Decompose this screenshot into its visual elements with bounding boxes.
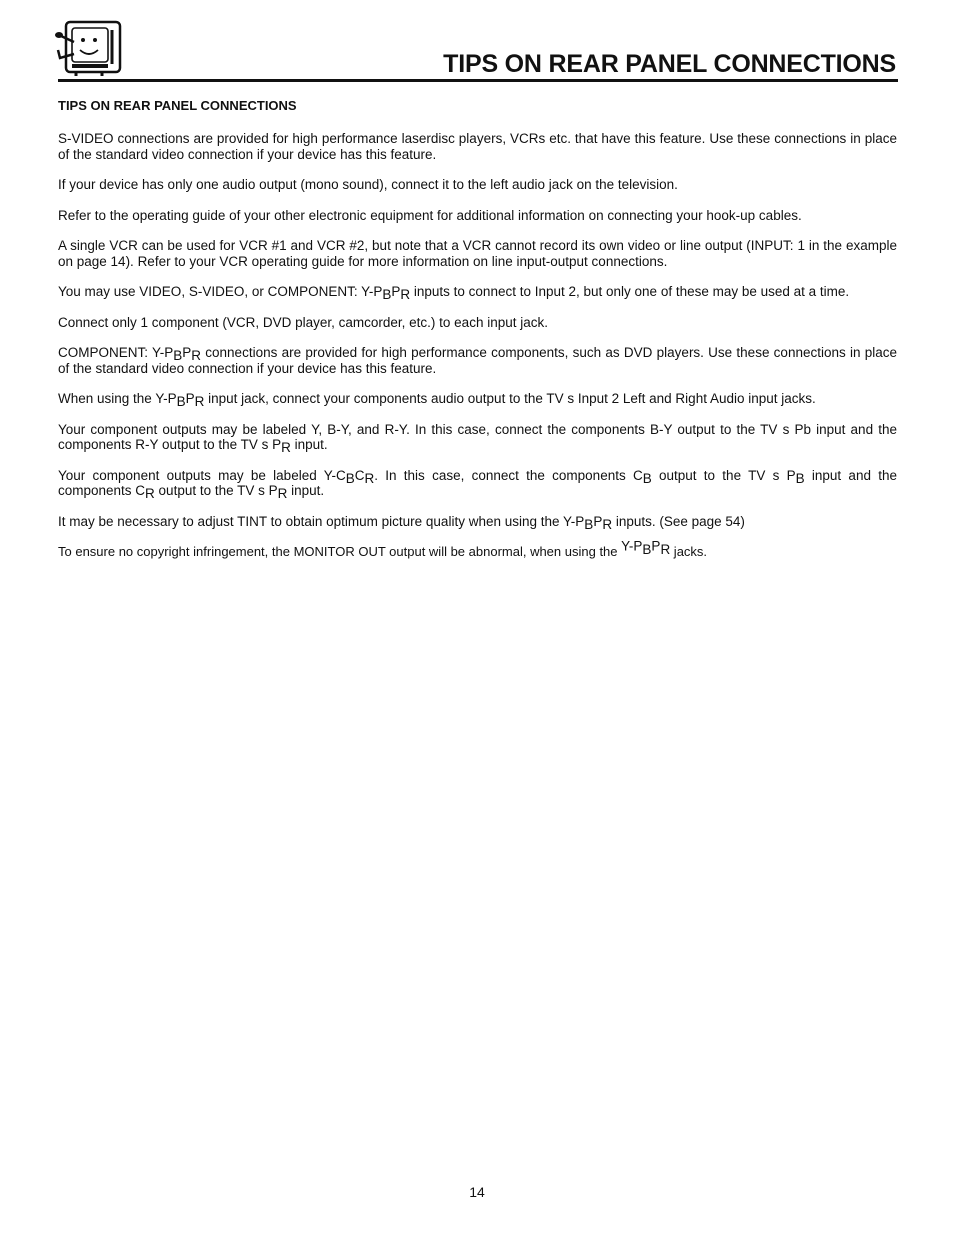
paragraph-copyright: To ensure no copyright infringement, the MONITOR OUT output will be abnormal, when using the $^{Y-P_BP_R}$ jacks. — [58, 538, 708, 559]
page-number: 14 — [469, 1184, 485, 1200]
page-title: TIPS ON REAR PANEL CONNECTIONS — [443, 50, 896, 78]
paragraph-ypbpr-audio: When using the $Y-P_BP_R$ input jack, connect your components audio output to the TV s Input 2 Left and Right Audio input jacks. — [58, 391, 816, 409]
paragraph-by-ry-labels: Your component outputs may be labeled Y, B-Y, and R-Y. In this case, connect the components B-Y output to the TV s Pb input and the components R-Y output to the TV s $P_R$ input. — [58, 421, 897, 455]
paragraph-single-vcr: A single VCR can be used for VCR #1 and VCR #2, but note that a VCR cannot record its own video or line output (INPUT: 1 in the example on page 14). Refer to your VCR operating guide for more information on line input-output connections. — [58, 238, 897, 269]
tv-mascot-icon — [52, 20, 122, 76]
paragraph-operating-guide: Refer to the operating guide of your other electronic equipment for additional information on connecting your hook-up cables. — [58, 207, 802, 223]
paragraph-tint-adjust: It may be necessary to adjust TINT to obtain optimum picture quality when using the $Y-P_BP_R$ inputs. (See page 54) — [58, 513, 745, 532]
header-rule — [58, 79, 898, 82]
paragraph-input2-options: You may use VIDEO, S-VIDEO, or COMPONENT: $Y-P_BP_R$ inputs to connect to Input 2, but only one of these may be used at a time. — [58, 284, 850, 302]
paragraph-component-connections: COMPONENT: $Y-P_BP_R$ connections are provided for high performance components, such as DVD players. Use these connections in place of the standard video connection if your device has this feature. — [58, 345, 897, 376]
paragraph-ycbcr-labels: Your component outputs may be labeled $Y-C_BC_R$. In this case, connect the components $C_B$ output to the TV s $P_B$ input and the components $C_R$ output to the TV s $P_R$ input. — [58, 467, 897, 501]
paragraph-mono-audio: If your device has only one audio output (mono sound), connect it to the left audio jack on the television. — [58, 177, 678, 192]
paragraph-one-component: Connect only 1 component (VCR, DVD player, camcorder, etc.) to each input jack. — [58, 314, 548, 330]
paragraph-s-video: S-VIDEO connections are provided for high performance laserdisc players, VCRs etc. that have this feature. Use these connections in place of the standard video connection if your device has this feature. — [58, 131, 897, 162]
section-heading: TIPS ON REAR PANEL CONNECTIONS — [58, 98, 297, 113]
content — [58, 98, 897, 575]
